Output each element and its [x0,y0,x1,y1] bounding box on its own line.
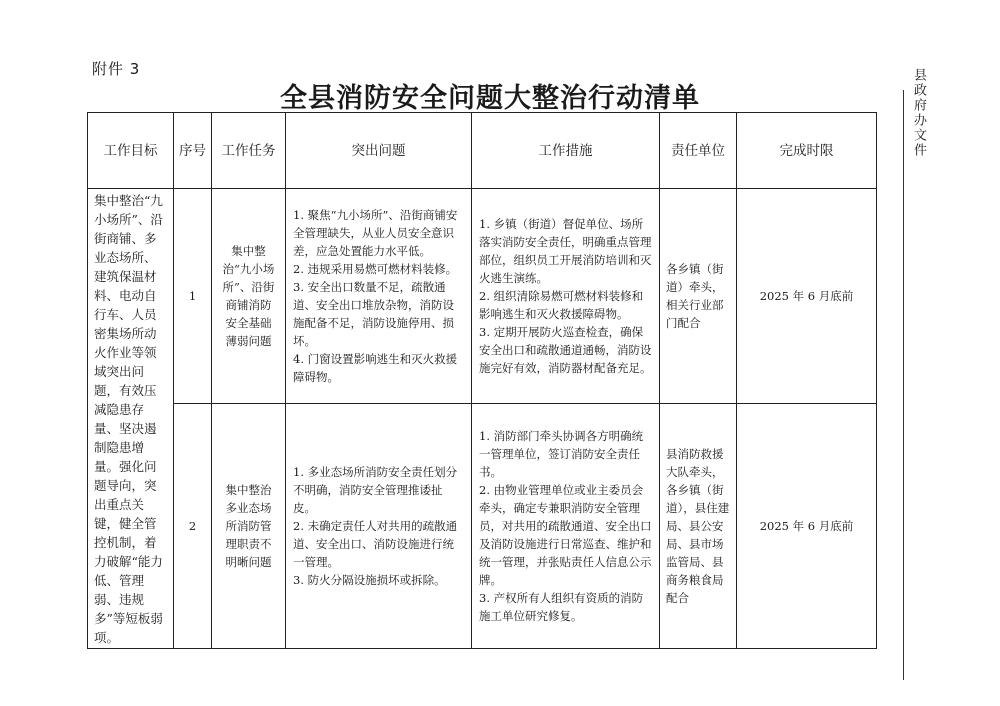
deadline-cell: 2025 年 6 月底前 [737,404,877,649]
problem-item: 2. 违规采用易燃可燃材料装修。 [293,262,458,276]
measure-item: 2. 由物业管理单位或业主委员会牵头，确定专兼职消防安全管理员，对共用的疏散通道、安全出口及消防设施进行日常巡查、维护和统一管理，并张贴责任人信息公示牌。 [479,483,652,587]
measures-cell [472,189,660,404]
row-number-cell: 1 [174,189,212,404]
responsible-unit-cell: 县消防救援大队牵头，各乡镇（街道），县住建局、县公安局、县市场监管局、县商务粮食局配合 [660,404,737,649]
problem-item: 4. 门窗设置影响逃生和灭火救援障碍物。 [293,352,458,384]
measure-item: 1. 消防部门牵头协调各方明确统一管理单位，签订消防安全责任书。 [479,429,644,479]
measures-cell [472,404,660,649]
problems-cell [286,404,472,649]
row-number-cell: 2 [174,404,212,649]
problems-cell [286,189,472,404]
table-row [88,189,877,404]
deadline-cell: 2025 年 6 月底前 [737,189,877,404]
action-list-table [87,112,877,649]
table-header-row [88,113,877,189]
table-row [88,404,877,649]
column-header-unit: 责任单位 [660,113,737,189]
measure-item: 3. 产权所有人组织有资质的消防施工单位研究修复。 [479,591,644,623]
document-title: 全县消防安全问题大整治行动清单 [280,83,700,114]
problem-item: 3. 防火分隔设施损坏或拆除。 [293,573,446,587]
problem-item: 1. 多业态场所消防安全责任划分不明确，消防安全管理推诿扯皮。 [293,465,458,515]
column-header-number: 序号 [174,113,212,189]
side-label: 县政府办文件 [911,68,926,158]
problem-item: 2. 未确定责任人对共用的疏散通道、安全出口、消防设施进行统一管理。 [293,519,458,569]
attachment-label: 附件 3 [92,60,141,78]
problem-item: 3. 安全出口数量不足，疏散通道、安全出口堆放杂物，消防设施配备不足，消防设施停用、损坏。 [293,280,454,348]
measure-item: 1. 乡镇（街道）督促单位、场所落实消防安全责任，明确重点管理部位，组织员工开展消防培训和灭火逃生演练。 [479,217,652,285]
column-header-problems: 突出问题 [286,113,472,189]
responsible-unit-cell: 各乡镇（街道）牵头，相关行业部门配合 [660,189,737,404]
measure-item: 2. 组织清除易燃可燃材料装修和影响逃生和灭火救援障碍物。 [479,289,644,321]
problem-item: 1. 聚焦“九小场所”、沿街商铺安全管理缺失，从业人员安全意识差，应急处置能力水平低。 [293,208,458,258]
column-header-goal: 工作目标 [88,113,174,189]
column-header-measures: 工作措施 [472,113,660,189]
work-goal-cell: 集中整治“九小场所”、沿街商铺、多业态场所、建筑保温材料、电动自行车、人员密集场所动火作业等领域突出问题，有效压减隐患存量、坚决遏制隐患增量。强化问题导向，突出重点关键，健全管控机制，着力破解“能力低、管理弱、违规多”等短板弱项。 [88,189,174,649]
measure-item: 3. 定期开展防火巡查检查，确保安全出口和疏散通道通畅，消防设施完好有效，消防器材配备充足。 [479,325,652,375]
column-header-deadline: 完成时限 [737,113,877,189]
task-cell: 集中整治“九小场所”、沿街商铺消防安全基础薄弱问题 [212,189,286,404]
task-cell: 集中整治多业态场所消防管理职责不明晰问题 [212,404,286,649]
side-divider-line [903,90,904,680]
column-header-task: 工作任务 [212,113,286,189]
